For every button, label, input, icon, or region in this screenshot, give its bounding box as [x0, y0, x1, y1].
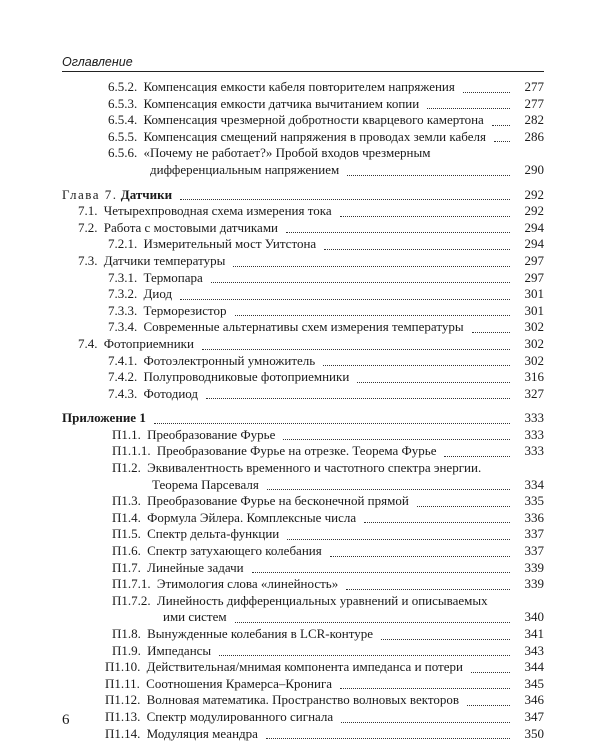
dot-leader [324, 249, 510, 250]
dot-leader [472, 332, 510, 333]
toc-entry[interactable] [62, 593, 544, 626]
toc-entry-number: 6.5.4. [108, 112, 140, 127]
toc-entry[interactable] [62, 353, 544, 370]
dot-leader [283, 439, 510, 440]
toc-entry[interactable] [62, 220, 544, 237]
toc-entry-number: П1.10. [105, 659, 143, 674]
toc-entry-number: П1.4. [112, 510, 144, 525]
toc-entry-number: 6.5.5. [108, 129, 140, 144]
toc-entry[interactable] [62, 510, 544, 527]
toc-entry-title: Измерительный мост Уитстона [144, 236, 320, 251]
dot-leader [346, 589, 510, 590]
dot-leader [467, 705, 510, 706]
toc-entry-page: 302 [521, 353, 545, 370]
toc-entry-page: 302 [521, 336, 545, 353]
dot-leader [330, 556, 510, 557]
toc-entry-title: Четырехпроводная схема измерения тока [104, 203, 335, 218]
toc-entry-page: 337 [521, 543, 545, 560]
toc-entry-title: Спектр модулированного сигнала [147, 709, 337, 724]
dot-leader [471, 672, 510, 673]
toc-entry-page: 334 [521, 477, 545, 494]
toc-entry-title: Терморезистор [144, 303, 230, 318]
toc-entry-title: Формула Эйлера. Комплексные числа [147, 510, 359, 525]
toc-entry-page: 327 [521, 386, 545, 403]
toc-entry-number: 7.3.4. [108, 319, 140, 334]
toc-entry-number: Глава 7. [62, 186, 118, 202]
toc-entry-number: П1.9. [112, 643, 144, 658]
dot-leader [266, 738, 510, 739]
toc-entry[interactable] [62, 560, 544, 577]
dot-leader [357, 382, 510, 383]
toc-entry[interactable] [62, 626, 544, 643]
toc-entry-title: Фотоэлектронный умножитель [144, 353, 319, 368]
dot-leader [444, 456, 510, 457]
toc-entry-title: Линейные задачи [147, 560, 246, 575]
dot-leader [341, 722, 510, 723]
toc-entry[interactable] [62, 643, 544, 660]
toc-entry-page: 290 [521, 162, 545, 179]
dot-leader [494, 141, 510, 142]
toc-entry-number: 7.2.1. [108, 236, 140, 251]
dot-leader [154, 423, 510, 424]
toc-entry-number: П1.14. [105, 726, 143, 741]
toc-entry-page: 333 [521, 427, 545, 444]
dot-leader [463, 92, 510, 93]
toc-entry-page: 297 [521, 253, 545, 270]
toc-entry[interactable] [62, 443, 544, 460]
toc-entry-number: 7.3.1. [108, 270, 140, 285]
toc-entry[interactable] [62, 369, 544, 386]
running-header: Оглавление [62, 55, 133, 69]
toc-entry-number: П1.1.1. [112, 443, 154, 458]
toc-entry-title: Компенсация чрезмерной добротности кварцевого камертона [144, 112, 487, 127]
toc-entry-page: 292 [521, 203, 545, 220]
dot-leader [219, 655, 510, 656]
toc-entry-page: 340 [521, 609, 545, 626]
toc-entry-page: 347 [521, 709, 545, 726]
toc-entry-number: П1.1. [112, 427, 144, 442]
toc-entry-title: Работа с мостовыми датчиками [104, 220, 281, 235]
toc-entry-page: 316 [521, 369, 545, 386]
toc-entry-number: 7.4.2. [108, 369, 140, 384]
toc-entry-number: 7.4. [78, 336, 101, 351]
toc-entry[interactable] [62, 203, 544, 220]
dot-leader [286, 232, 510, 233]
dot-leader [180, 199, 510, 200]
toc-entry[interactable] [62, 270, 544, 287]
toc-entry[interactable] [62, 145, 544, 178]
toc-entry-page: 345 [521, 676, 545, 693]
toc-entry-number: П1.2. [112, 460, 144, 475]
toc-entry[interactable] [62, 460, 544, 493]
toc-entry-title: Диод [144, 286, 176, 301]
toc-entry-title: Преобразование Фурье на отрезке. Теорема Фурье [157, 443, 440, 458]
toc-entry-number: 7.3.3. [108, 303, 140, 318]
toc-entry-page: 294 [521, 220, 545, 237]
toc-entry-page: 301 [521, 303, 545, 320]
toc-entry[interactable] [62, 336, 544, 353]
toc-entry-page: 277 [521, 96, 545, 113]
toc-entry-title: Спектр затухающего колебания [147, 543, 325, 558]
dot-leader [381, 639, 510, 640]
toc-entry-title: Волновая математика. Пространство волновых векторов [147, 692, 462, 707]
toc-entry[interactable] [62, 692, 544, 709]
toc-entry[interactable] [62, 410, 544, 427]
toc-entry-title: Импедансы [147, 643, 214, 658]
toc-entry-page: 336 [521, 510, 545, 527]
toc-entry-number: П1.5. [112, 526, 144, 541]
toc-entry-page: 346 [521, 692, 545, 709]
toc-entry[interactable] [62, 286, 544, 303]
toc-entry-number: 6.5.2. [108, 79, 140, 94]
dot-leader [417, 506, 510, 507]
dot-leader [492, 125, 510, 126]
toc-entry-title: Преобразование Фурье на бесконечной прямой [147, 493, 412, 508]
dot-leader [427, 108, 510, 109]
dot-leader [206, 398, 510, 399]
toc-entry[interactable] [62, 526, 544, 543]
toc-entry-page: 339 [521, 560, 545, 577]
toc-entry-number: П1.7. [112, 560, 144, 575]
toc-entry-title: Компенсация емкости датчика вычитанием копии [144, 96, 423, 111]
toc-entry[interactable] [62, 676, 544, 693]
toc-entry-number: 6.5.6. [108, 145, 140, 160]
toc-entry-page: 333 [521, 410, 545, 427]
toc-entry-number: П1.11. [105, 676, 143, 691]
dot-leader [323, 365, 510, 366]
dot-leader [347, 175, 510, 176]
header-rule [62, 71, 544, 72]
toc-entry[interactable] [62, 253, 544, 270]
toc-entry-number: П1.8. [112, 626, 144, 641]
toc-entry-page: 277 [521, 79, 545, 96]
toc-entry-number: 7.3.2. [108, 286, 140, 301]
toc-entry-page: 339 [521, 576, 545, 593]
toc-entry[interactable] [62, 493, 544, 510]
toc-entry-title: Соотношения Крамерса–Кронига [146, 676, 335, 691]
toc-entry[interactable] [62, 319, 544, 336]
toc-entry-title: Современные альтернативы схем измерения температуры [144, 319, 467, 334]
toc-entry[interactable] [62, 112, 544, 129]
toc-entry[interactable] [62, 576, 544, 593]
toc-entry[interactable] [62, 386, 544, 403]
toc-entry-title: Этимология слова «линейность» [157, 576, 341, 591]
toc-entry-title: Действительная/мнимая компонента импеданса и потери [147, 659, 466, 674]
toc-entry-page: 297 [521, 270, 545, 287]
toc-entry[interactable] [62, 726, 544, 743]
toc-entry-title: Фотоприемники [104, 336, 197, 351]
toc-entry-number: 7.4.1. [108, 353, 140, 368]
toc-entry-page: 343 [521, 643, 545, 660]
toc-entry-page: 337 [521, 526, 545, 543]
toc-entry[interactable] [62, 303, 544, 320]
dot-leader [235, 315, 510, 316]
toc-entry-page: 333 [521, 443, 545, 460]
toc-entry-title: Линейность дифференциальных уравнений и описываемых ими систем [156, 592, 488, 625]
toc-entry-page: 301 [521, 286, 545, 303]
toc-entry[interactable] [62, 543, 544, 560]
dot-leader [202, 349, 510, 350]
toc-entry-title: Спектр дельта-функции [147, 526, 282, 541]
toc-entry-title: Полупроводниковые фотоприемники [144, 369, 353, 384]
toc-entry-page: 302 [521, 319, 545, 336]
toc-entry-title: Модуляция меандра [147, 726, 261, 741]
toc-entry[interactable] [62, 187, 544, 204]
toc-entry-title: Компенсация емкости кабеля повторителем напряжения [144, 79, 458, 94]
dot-leader [287, 539, 510, 540]
dot-leader [340, 216, 510, 217]
toc-entry[interactable] [62, 96, 544, 113]
dot-leader [267, 489, 510, 490]
toc-entry-title: Вынужденные колебания в LCR-контуре [147, 626, 376, 641]
dot-leader [211, 282, 510, 283]
toc-entry-title: Приложение 1 [62, 410, 149, 425]
toc-entry-number: П1.13. [105, 709, 143, 724]
dot-leader [340, 688, 510, 689]
toc-entry[interactable] [62, 79, 544, 96]
toc-entry-page: 292 [521, 187, 545, 204]
table-of-contents [62, 79, 544, 742]
dot-leader [233, 266, 510, 267]
dot-leader [235, 622, 510, 623]
toc-entry-title: Датчики температуры [104, 253, 229, 268]
toc-entry-page: 294 [521, 236, 545, 253]
toc-entry-title: «Почему не работает?» Пробой входов чрезмерным дифференциальным напряжением [143, 145, 431, 177]
toc-entry-number: 7.1. [78, 203, 101, 218]
toc-entry[interactable] [62, 427, 544, 444]
toc-entry-number: 7.4.3. [108, 386, 140, 401]
toc-entry-page: 282 [521, 112, 545, 129]
dot-leader [364, 522, 510, 523]
toc-entry-title: Эквивалентность временного и частотного спектра энергии. Теорема Парсеваля [147, 460, 482, 492]
toc-entry-page: 344 [521, 659, 545, 676]
toc-entry[interactable] [62, 129, 544, 146]
dot-leader [180, 299, 510, 300]
toc-entry-page: 341 [521, 626, 545, 643]
toc-entry-number: П1.7.1. [112, 576, 154, 591]
toc-entry-number: 7.3. [78, 253, 101, 268]
toc-entry-title: Фотодиод [144, 386, 202, 401]
toc-entry[interactable] [62, 709, 544, 726]
toc-entry[interactable] [62, 659, 544, 676]
toc-entry-page: 335 [521, 493, 545, 510]
toc-entry[interactable] [62, 236, 544, 253]
toc-entry-number: П1.3. [112, 493, 144, 508]
toc-entry-title: Преобразование Фурье [147, 427, 278, 442]
toc-entry-title: Термопара [144, 270, 206, 285]
toc-entry-number: П1.6. [112, 543, 144, 558]
toc-entry-number: 7.2. [78, 220, 101, 235]
toc-entry-number: П1.12. [105, 692, 143, 707]
toc-entry-title: Компенсация смещений напряжения в проводах земли кабеля [144, 129, 489, 144]
toc-entry-number: П1.7.2. [112, 593, 154, 608]
toc-entry-page: 286 [521, 129, 545, 146]
toc-entry-title: Датчики [121, 187, 175, 202]
toc-entry-page: 350 [521, 726, 545, 743]
page-number: 6 [62, 712, 70, 728]
dot-leader [252, 572, 510, 573]
toc-entry-number: 6.5.3. [108, 96, 140, 111]
